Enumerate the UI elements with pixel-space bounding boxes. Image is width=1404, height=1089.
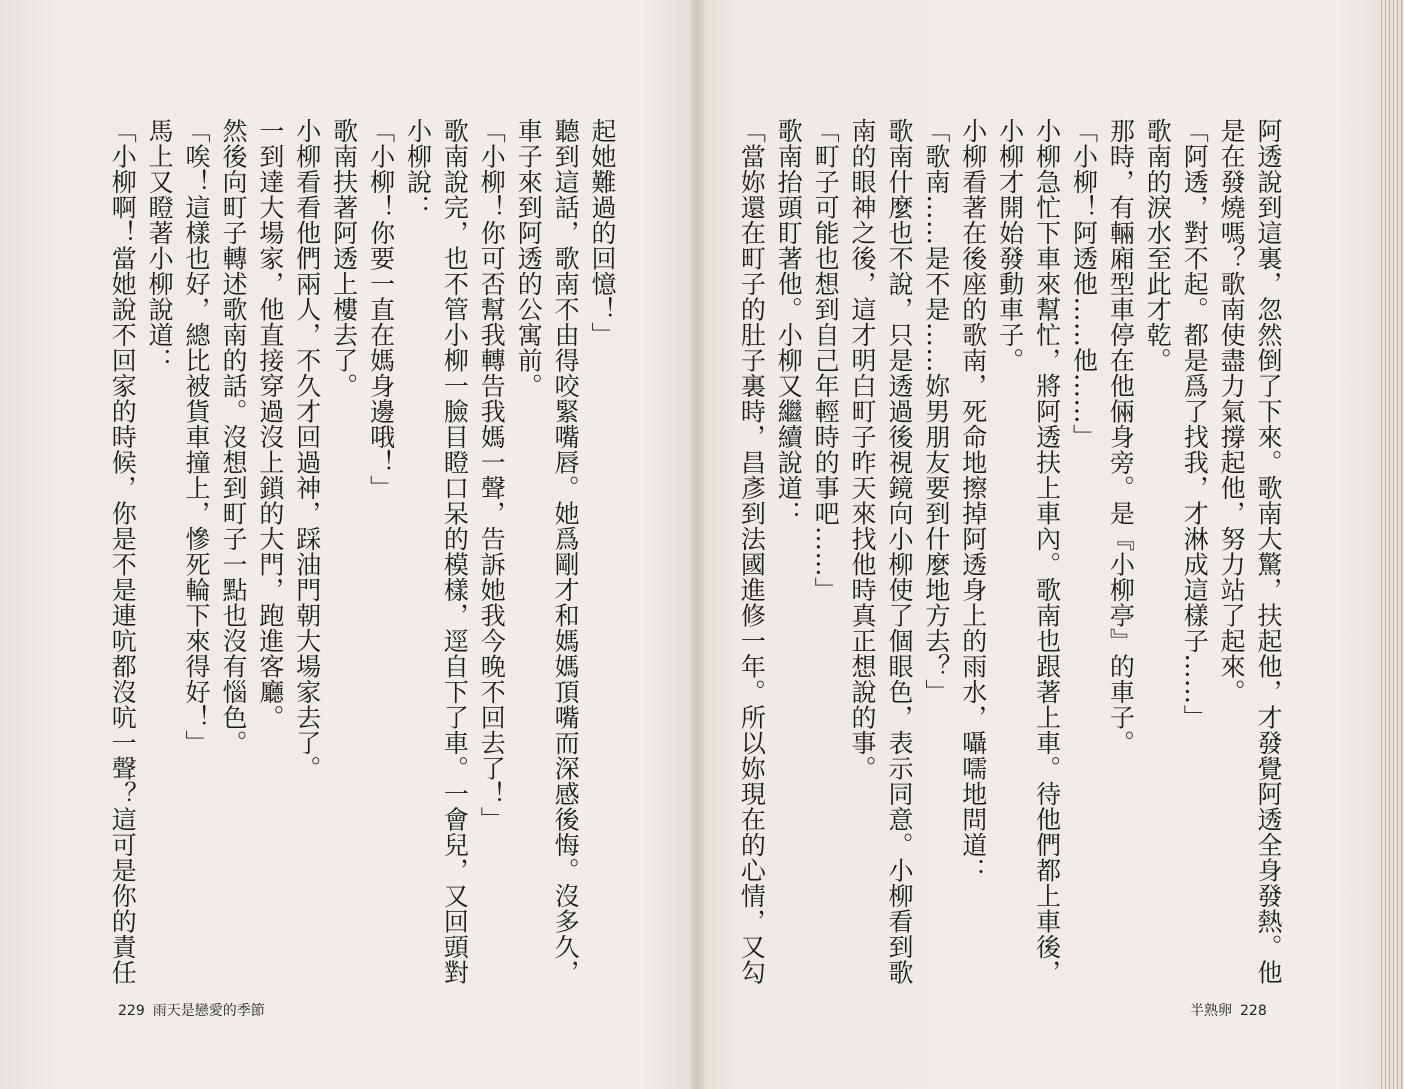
right_page-line: 阿透說到這裏，忽然倒了下來。歌南大驚，扶起他，才發覺阿透全身發熱。他 <box>1254 118 1283 985</box>
left_page-line: 「小柳！你要一直在媽身邊哦！」 <box>366 118 396 501</box>
left_page-line: 歌南扶著阿透上樓去了。 <box>329 118 359 399</box>
left_page-line: 「唉！這樣也好，總比被貨車撞上，慘死輪下來得好！」 <box>182 118 212 756</box>
book-gutter <box>690 0 704 1089</box>
left_page-line: 歌南說完，也不管小柳一臉目瞪口呆的模樣，逕自下了車。一會兒，又回頭對 <box>440 118 470 985</box>
left_page-line: 一到達大場家，他直接穿過沒上鎖的大門，跑進客廳。 <box>255 118 285 730</box>
left_page-line: 小柳說： <box>403 118 433 220</box>
right_page-line: 「小柳！阿透他……他……」 <box>1069 118 1099 450</box>
right_page-line: 小柳才開始發動車子。 <box>995 118 1025 373</box>
right_page-line: 歌南抬頭盯著他。小柳又繼續說道： <box>774 118 804 526</box>
left_page-line: 「小柳啊！當她說不回家的時候，你是不是連吭都沒吭一聲？這可是你的責任 <box>108 118 138 985</box>
page-edges <box>1378 0 1404 1089</box>
left_page-line: 車子來到阿透的公寓前。 <box>514 118 544 399</box>
left_page-line: 馬上又瞪著小柳說道： <box>145 118 175 373</box>
right-page <box>697 0 1404 1089</box>
right_page-line: 歌南的淚水至此才乾。 <box>1143 118 1173 373</box>
left_page-line: 然後向町子轉述歌南的話。沒想到町子一點也沒有惱色。 <box>218 118 248 756</box>
right_page-line: 小柳看著在後座的歌南，死命地擦掉阿透身上的雨水，囁嚅地問道： <box>958 118 988 883</box>
left-page-number: 229 <box>118 1003 145 1019</box>
right_page-line: 是在發燒嗎？歌南使盡力氣撐起他，努力站了起來。 <box>1217 118 1247 705</box>
left-page-folio <box>118 1000 273 1020</box>
right_page-line: 「歌南……是不是……妳男朋友要到什麼地方去？」 <box>921 118 951 705</box>
left_page-line: 起她難過的回憶！」 <box>588 118 617 348</box>
left-page <box>0 0 697 1089</box>
right_page-line: 「町子可能也想到自己年輕時的事吧……」 <box>811 118 841 603</box>
right-running-head: 半熟卵 <box>1190 1003 1232 1019</box>
right_page-line: 歌南什麼也不說，只是透過後視鏡向小柳使了個眼色，表示同意。小柳看到歌 <box>884 118 914 985</box>
right-page-text <box>737 118 1286 985</box>
left-page-text <box>104 118 620 985</box>
right-page-number: 228 <box>1240 1003 1267 1019</box>
left-running-head: 雨天是戀愛的季節 <box>152 1003 265 1019</box>
right-page-folio <box>1190 1000 1275 1020</box>
left_page-line: 「小柳！你可否幫我轉告我媽一聲，告訴她我今晚不回去了！」 <box>477 118 507 832</box>
left_page-line: 小柳看看他們兩人，不久才回過神，踩油門朝大場家去了。 <box>292 118 322 781</box>
left_page-line: 聽到這話，歌南不由得咬緊嘴唇。她爲剛才和媽媽頂嘴而深感後悔。沒多久， <box>551 118 581 985</box>
right_page-line: 那時，有輛廂型車停在他倆身旁。是『小柳亭』的車子。 <box>1106 118 1136 756</box>
right_page-line: 「當妳還在町子的肚子裏時，昌彥到法國進修一年。所以妳現在的心情，又勾 <box>737 118 767 985</box>
right_page-line: 「阿透，對不起。都是爲了找我，才淋成這樣子……」 <box>1180 118 1210 730</box>
right_page-line: 南的眼神之後，這才明白町子昨天來找他時真正想說的事。 <box>848 118 878 781</box>
right_page-line: 小柳急忙下車來幫忙，將阿透扶上車內。歌南也跟著上車。待他們都上車後， <box>1032 118 1062 985</box>
